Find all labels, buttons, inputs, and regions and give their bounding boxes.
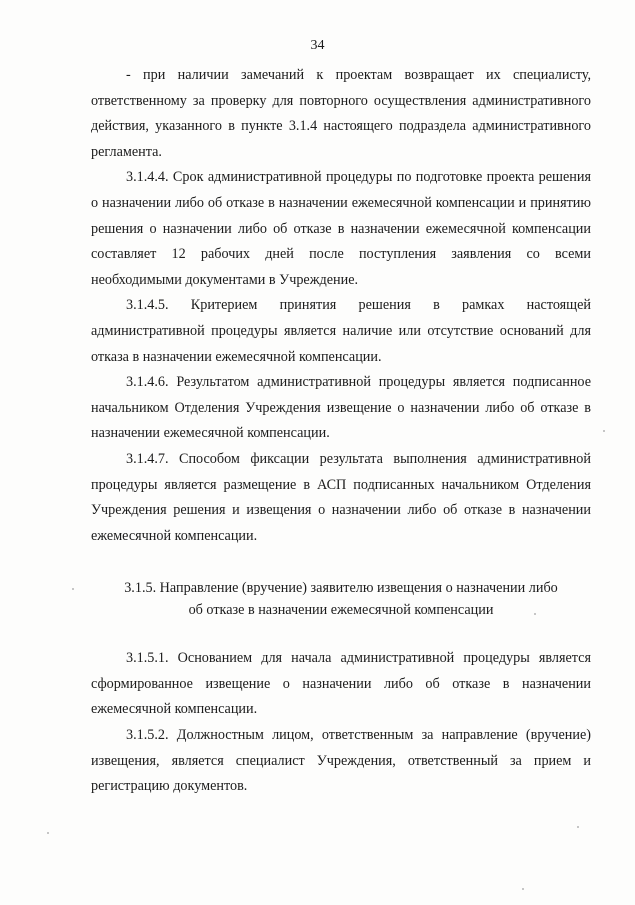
scan-speck (534, 613, 536, 615)
scan-speck (47, 832, 49, 834)
page-body (91, 63, 591, 800)
scan-speck (603, 430, 605, 432)
paragraph-3-1-4-4: 3.1.4.4. Срок административной процедуры по подготовке проекта решения о назначении либо об отказе в назначении ежемесячной компенсации и принятию решения о назначении либо об отказе в назначении ежемесячной компенсации составляет 12 рабочих дней после поступления заявления со всеми необходимыми документами в Учреждение. (91, 169, 591, 288)
scan-speck (577, 826, 579, 828)
paragraph-remarks-return: - при наличии замечаний к проектам возвращает их специалисту, ответственному за проверку для повторного осуществления административного действия, указанного в пункте 3.1.4 настоящего подраздела административного регламента. (91, 67, 591, 160)
paragraph-3-1-4-6: 3.1.4.6. Результатом административной процедуры является подписанное начальником Отделения Учреждения извещение о назначении либо об отказе в назначении ежемесячной компенсации. (91, 374, 591, 442)
page-number: 34 (310, 38, 325, 53)
section-heading-line-2: об отказе в назначении ежемесячной компенсации (188, 602, 494, 619)
paragraph-3-1-4-5: 3.1.4.5. Критерием принятия решения в рамках настоящей административной процедуры является наличие или отсутствие оснований для отказа в назначении ежемесячной компенсации. (91, 297, 591, 365)
section-heading-line-1: 3.1.5. Направление (вручение) заявителю извещения о назначении либо (124, 580, 558, 597)
scan-speck (522, 888, 524, 890)
paragraph-3-1-5-2: 3.1.5.2. Должностным лицом, ответственным за направление (вручение) извещения, является специалист Учреждения, ответственный за прием и регистрацию документов. (91, 727, 591, 795)
scan-speck (72, 588, 74, 590)
paragraph-3-1-5-1: 3.1.5.1. Основанием для начала административной процедуры является сформированное извещение о назначении либо об отказе в назначении ежемесячной компенсации. (91, 650, 591, 718)
section-heading-3-1-5 (91, 577, 591, 621)
paragraph-3-1-4-7: 3.1.4.7. Способом фиксации результата выполнения административной процедуры является размещение в АСП подписанных начальником Отделения Учреждения решения и извещения о назначении либо об отказе в назначении ежемесячной компенсации. (91, 450, 591, 544)
